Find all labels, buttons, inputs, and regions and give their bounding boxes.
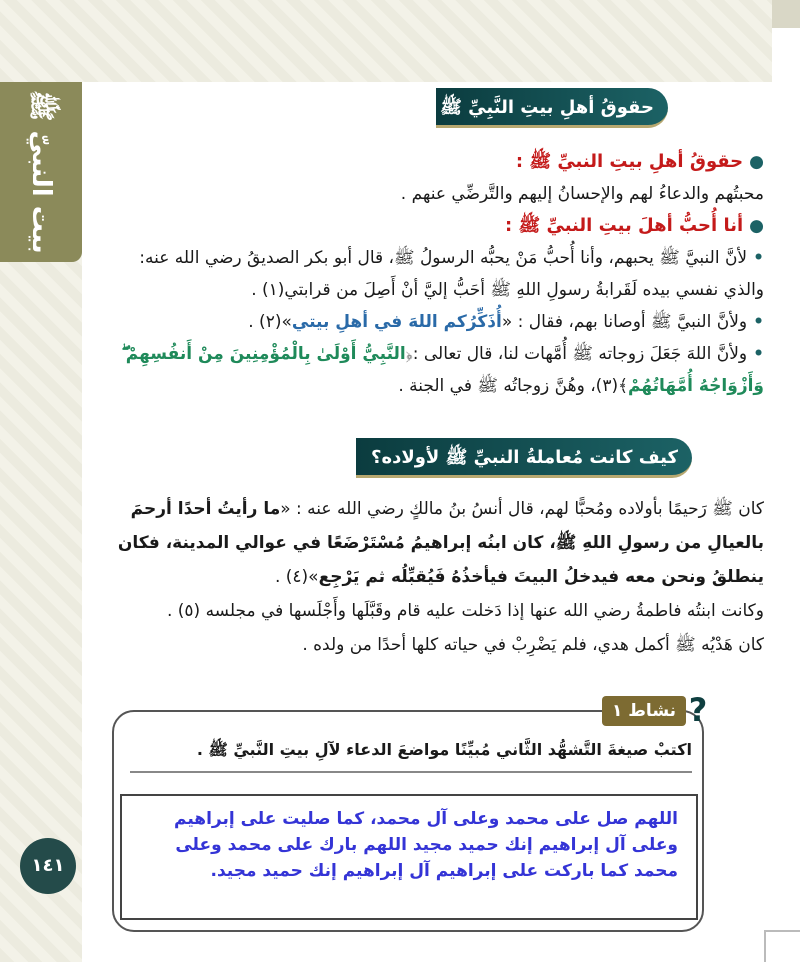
hadith-quote: أُذَكِّرُكم اللهَ في أهلِ بيتي bbox=[291, 312, 502, 332]
bullet-dot: ● bbox=[749, 216, 764, 236]
rights-item bbox=[96, 146, 764, 178]
activity-answer[interactable]: اللهم صل على محمد وعلى آل محمد، كما صليت على إبراهيم وعلى آل إبراهيم إنك حميد مجيد اللهم بارك على محمد وعلى محمد كما باركت على إبراهيم آل إبراهيم إنك حميد مجيد. bbox=[120, 794, 698, 920]
paragraph-1-text-b: »(٤) . bbox=[274, 567, 319, 587]
activity-title: نشاط ١ bbox=[602, 696, 686, 726]
question-mark-icon: ? bbox=[688, 691, 708, 729]
reason-1 bbox=[96, 242, 764, 306]
reason-3 bbox=[96, 338, 764, 402]
anas-quote: ما رأيتُ أحدًا أرحمَ بالعيالِ من رسولِ اللهِ ﷺ، كان ابنُه إبراهيمُ مُسْتَرْضَعًا في عوالي المدينة، فكان ينطلقُ ونحن معه فيدخلُ البيتَ فيأخذُهُ فَيُقبِّلُه ثم يَرْجِع bbox=[117, 499, 764, 587]
activity-label bbox=[600, 690, 712, 730]
section-header-children: كيف كانت مُعاملةُ النبيِّ ﷺ لأولاده؟ bbox=[356, 438, 692, 478]
page-number: ١٤١ bbox=[20, 838, 76, 894]
side-title: بيت النبيّ ﷺ bbox=[26, 90, 56, 254]
love-item bbox=[96, 210, 764, 242]
bullet-dot: • bbox=[753, 344, 764, 364]
bullet-dot: • bbox=[753, 312, 764, 332]
paragraph-1-text-a: كان ﷺ رَحيمًا بأولاده ومُحبًّا لهم، قال أنسُ بنُ مالكٍ رضي الله عنه : « bbox=[280, 499, 764, 519]
quran-verse: النَّبِيُّ أَوْلَىٰ بِالْمُؤْمِنِينَ مِنْ أَنفُسِهِمْ ۖ وَأَزْوَاجُهُ أُمَّهَاتُهُمْ bbox=[121, 344, 764, 396]
page-edge bbox=[772, 0, 800, 962]
paragraph-2: وكانت ابنتُه فاطمةُ رضي الله عنها إذا دَخلت عليه قام وقَبَّلَها وأَجْلَسها في مجلسه (٥) . bbox=[166, 601, 764, 621]
activity-prompt: اكتبْ صيغةَ التَّشهُّد الثَّاني مُبيِّنًا مواضعَ الدعاء لآلِ بيتِ النَّبيِّ ﷺ . bbox=[130, 740, 692, 773]
section-children-body bbox=[96, 492, 764, 662]
section-rights-body bbox=[96, 146, 764, 402]
top-pattern-band bbox=[0, 0, 772, 82]
love-title: أنا أُحبُّ أهلَ بيتِ النبيِّ ﷺ : bbox=[505, 215, 744, 236]
bullet-dot: • bbox=[753, 248, 764, 268]
section-header-rights: حقوقُ أهلِ بيتِ النَّبِيِّ ﷺ bbox=[436, 88, 668, 128]
reason-3-text-a: ولأنَّ اللهَ جَعَلَ زوجاته ﷺ أُمَّهات لنا، قال تعالى :﴿ bbox=[405, 344, 748, 364]
reason-1-text: لأنَّ النبيَّ ﷺ يحبهم، وأنا أُحبُّ مَنْ يحبُّه الرسولُ ﷺ، قال أبو بكر الصديقُ رضي الله عنه: والذي نفسي بيده لَقَرابةُ رسولِ اللهِ ﷺ أحَبُّ إليَّ أنْ أَصِلَ من قرابتي(١) . bbox=[139, 248, 764, 300]
paragraph-1 bbox=[96, 492, 764, 594]
reason-2-text-a: ولأنَّ النبيَّ ﷺ أوصانا بهم، فقال : « bbox=[501, 312, 748, 332]
reason-2-text-b: »(٢) . bbox=[248, 312, 292, 332]
page-edge-tab bbox=[772, 0, 800, 28]
bullet-dot: ● bbox=[749, 152, 764, 172]
rights-title: حقوقُ أهلِ بيتِ النبيِّ ﷺ : bbox=[515, 151, 744, 172]
crop-mark bbox=[764, 930, 800, 962]
paragraph-3: كان هَدْيُه ﷺ أكمل هدي، فلم يَضْرِبْ في حياته كلها أحدًا من ولده . bbox=[302, 635, 764, 655]
reason-2 bbox=[96, 306, 764, 338]
rights-text: محبتُهم والدعاءُ لهم والإحسانُ إليهم والتَّرضِّي عنهم . bbox=[400, 184, 764, 204]
reason-3-text-b: ﴾(٣)، وهُنَّ زوجاتُه ﷺ في الجنة . bbox=[398, 376, 629, 396]
